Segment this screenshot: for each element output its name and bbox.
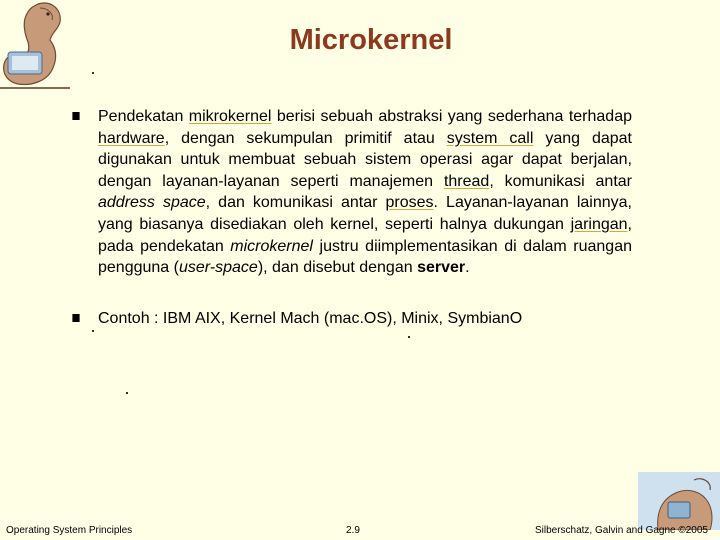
speck <box>408 336 410 338</box>
text-segment: Pendekatan <box>98 108 189 125</box>
link-jaringan[interactable]: jaringan <box>570 215 628 233</box>
speck <box>92 72 94 74</box>
text-segment: . Layanan-layanan lainnya, yang biasanya disediakan oleh kernel, seperti halnya dukungan <box>98 194 633 233</box>
slide-title: Microkernel <box>289 24 453 56</box>
italic-address-space: address space <box>98 194 206 212</box>
footer-page-number: 2.9 <box>346 525 360 536</box>
link-hardware[interactable]: hardware <box>98 129 165 147</box>
bullet-marker <box>72 112 79 120</box>
text-segment: . <box>465 259 470 277</box>
text-segment: , dengan sekumpulan primitif atau <box>164 129 447 147</box>
footer-copyright: Silberschatz, Galvin and Gagne ©2005 <box>534 525 708 536</box>
text-segment: ), dan disebut dengan <box>257 259 418 277</box>
link-proses[interactable]: proses <box>385 194 434 212</box>
dinosaur-illustration-bottom <box>638 472 720 530</box>
speck <box>92 330 94 332</box>
text-segment: , pada pendekatan <box>98 215 632 255</box>
text-segment: Contoh : IBM AIX, Kernel Mach (mac.OS), Minix, SymbianO <box>98 310 523 327</box>
text-segment: berisi sebuah abstraksi yang sederhana terhadap <box>271 108 632 125</box>
link-thread[interactable]: thread <box>443 172 490 190</box>
footer-course: Operating System Principles <box>6 525 133 536</box>
link-system-call[interactable]: system call <box>446 129 534 147</box>
link-mikrokernel[interactable]: mikrokernel <box>188 108 272 125</box>
text-segment: yang dapat digunakan untuk membuat sebuah sistem operasi agar dapat berjalan, dengan layanan-layanan seperti manajemen <box>98 129 633 190</box>
text-segment: , dan komunikasi antar <box>205 194 386 212</box>
italic-user-space: user-space <box>178 259 258 277</box>
bullet-text-1 <box>98 106 632 279</box>
italic-microkernel: microkernel <box>230 237 313 255</box>
bold-server: server <box>417 259 466 277</box>
text-segment: justru diimplementasikan di dalam ruangan pengguna ( <box>98 237 633 277</box>
bullet-marker <box>72 314 79 322</box>
text-segment: , komunikasi antar <box>489 172 633 190</box>
bullet-text-2 <box>98 308 632 330</box>
speck <box>126 392 128 394</box>
